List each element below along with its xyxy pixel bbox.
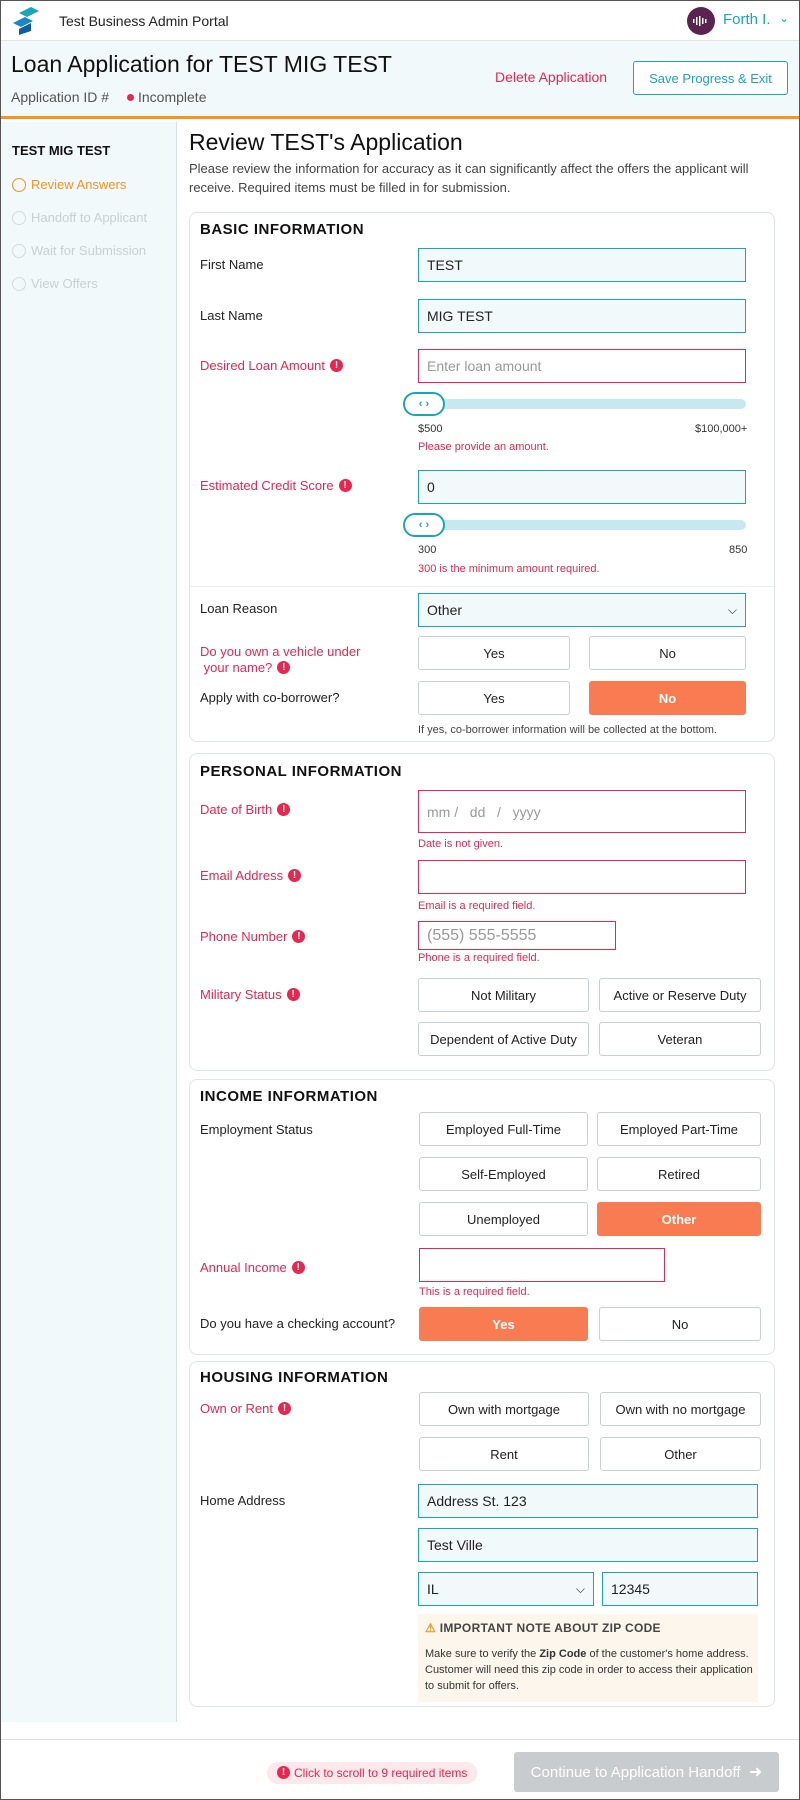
error-icon: !: [339, 479, 352, 492]
application-header: [1, 41, 800, 119]
label-text: Annual Income: [200, 1260, 287, 1275]
dob-input[interactable]: mm / dd / yyyy: [418, 790, 746, 833]
note-text-end: of the customer's home address. Customer will need this zip code in order to access their application to submit for offers.: [425, 1648, 753, 1692]
soundwave-icon: [693, 16, 709, 26]
phone-error: Phone is a required field.: [418, 952, 540, 964]
step-label: Handoff to Applicant: [31, 210, 148, 225]
loan-reason-select[interactable]: [418, 593, 746, 627]
credit-score-slider-track[interactable]: [418, 520, 746, 530]
note-text: Make sure to verify the: [425, 1648, 540, 1660]
coborrower-hint: If yes, co-borrower information will be collected at the bottom.: [418, 724, 717, 736]
employment-self-employed-button[interactable]: Self-Employed: [419, 1157, 588, 1191]
last-name-label: Last Name: [200, 308, 263, 323]
email-input[interactable]: [418, 860, 746, 894]
error-icon: !: [292, 930, 305, 943]
error-icon: !: [277, 1766, 290, 1779]
coborrower-label: Apply with co-borrower?: [200, 690, 340, 705]
review-title: Review TEST's Application: [189, 129, 463, 155]
credit-score-input[interactable]: 0: [418, 470, 746, 504]
chevron-down-icon[interactable]: ⌄: [779, 11, 790, 25]
credit-score-label: [200, 478, 352, 493]
continue-handoff-button[interactable]: [514, 1752, 779, 1792]
personal-information-section: [189, 753, 775, 1071]
dob-month: mm: [427, 803, 451, 820]
section-title: PERSONAL INFORMATION: [200, 763, 402, 780]
user-avatar[interactable]: [687, 7, 715, 35]
phone-input[interactable]: (555) 555-5555: [418, 921, 616, 950]
label-text: Military Status: [200, 987, 282, 1002]
email-label: [200, 868, 301, 883]
dob-year: yyyy: [512, 803, 541, 820]
step-circle-icon: [12, 244, 26, 258]
checking-account-label: Do you have a checking account?: [200, 1316, 396, 1331]
portal-title: Test Business Admin Portal: [59, 13, 229, 29]
step-label: Wait for Submission: [31, 243, 147, 258]
dob-day: dd: [469, 803, 486, 820]
checking-no-button[interactable]: No: [599, 1307, 761, 1341]
basic-information-section: [189, 212, 775, 742]
footer-bar: [1, 1739, 800, 1800]
loan-amount-label: [200, 358, 343, 373]
military-dependent-button[interactable]: Dependent of Active Duty: [418, 1022, 589, 1056]
note-body: [425, 1646, 753, 1694]
step-label: Review Answers: [31, 177, 127, 192]
step-wait-submission: [12, 243, 146, 258]
section-title: BASIC INFORMATION: [200, 221, 365, 238]
label-text-line2: your name?: [203, 660, 273, 675]
chevron-down-icon: ⌵: [575, 1581, 585, 1596]
loan-amount-error: Please provide an amount.: [418, 441, 549, 453]
label-text: Do you own a vehicle under: [200, 644, 361, 659]
warning-icon: ⚠: [425, 1621, 437, 1635]
home-address-label: Home Address: [200, 1493, 286, 1508]
coborrower-yes-button[interactable]: Yes: [418, 681, 570, 715]
chevron-down-icon: ⌵: [727, 602, 737, 617]
annual-income-label: [200, 1260, 305, 1275]
step-label: View Offers: [31, 276, 98, 291]
slider-handle-icon[interactable]: ‹ ›: [403, 513, 445, 537]
brand-logo-icon: [11, 7, 41, 35]
military-veteran-button[interactable]: Veteran: [599, 1022, 761, 1056]
label-text: Email Address: [200, 868, 284, 883]
annual-income-input[interactable]: [419, 1248, 665, 1282]
error-icon: !: [277, 803, 290, 816]
city-input[interactable]: Test Ville: [418, 1528, 758, 1562]
top-nav: [1, 1, 800, 41]
phone-label: [200, 929, 305, 944]
status-badge: [127, 89, 206, 105]
continue-label: Continue to Application Handoff: [530, 1763, 741, 1781]
military-active-reserve-button[interactable]: Active or Reserve Duty: [599, 978, 761, 1012]
checking-yes-button[interactable]: Yes: [419, 1307, 588, 1341]
email-error: Email is a required field.: [418, 900, 536, 912]
employment-retired-button[interactable]: Retired: [597, 1157, 761, 1191]
first-name-label: First Name: [200, 257, 264, 272]
employment-other-button[interactable]: Other: [597, 1202, 761, 1236]
label-text: Date of Birth: [200, 802, 273, 817]
loan-min-label: $500: [418, 423, 443, 435]
employment-part-time-button[interactable]: Employed Part-Time: [597, 1112, 761, 1146]
housing-information-section: [189, 1361, 775, 1707]
zip-code-note: [418, 1614, 758, 1702]
page-title: Loan Application for TEST MIG TEST: [11, 51, 392, 77]
zip-input[interactable]: 12345: [602, 1572, 758, 1606]
section-title: INCOME INFORMATION: [200, 1088, 378, 1105]
dob-label: [200, 802, 290, 817]
label-text: Own or Rent: [200, 1401, 273, 1416]
credit-score-error: 300 is the minimum amount required.: [418, 563, 600, 575]
state-value: IL: [427, 1581, 439, 1597]
address-line-input[interactable]: Address St. 123: [418, 1484, 758, 1518]
dob-error: Date is not given.: [418, 838, 503, 850]
step-circle-icon: [12, 178, 26, 192]
error-icon: !: [292, 1261, 305, 1274]
review-description: Please review the information for accuracy as it can significantly affect the offers the applicant will receive. Required items must be filled in for submission.: [189, 161, 749, 195]
note-title-row: [425, 1621, 661, 1635]
loan-reason-value: Other: [427, 602, 463, 618]
military-label: [200, 987, 300, 1002]
credit-max-label: 850: [729, 544, 748, 556]
status-dot-icon: [127, 94, 134, 101]
last-name-input[interactable]: MIG TEST: [418, 299, 746, 333]
label-text: Estimated Credit Score: [200, 478, 334, 493]
step-handoff: [12, 210, 147, 225]
delete-application-link[interactable]: Delete Application: [495, 69, 608, 85]
step-circle-icon: [12, 211, 26, 225]
vehicle-label: [200, 644, 360, 676]
user-menu-name[interactable]: Forth I.: [723, 11, 771, 28]
own-no-mortgage-button[interactable]: Own with no mortgage: [600, 1392, 761, 1426]
status-text: Incomplete: [138, 89, 207, 105]
vehicle-no-button[interactable]: No: [589, 636, 746, 670]
employment-status-label: Employment Status: [200, 1122, 313, 1137]
loan-amount-input[interactable]: Enter loan amount: [418, 349, 746, 383]
steps-sidebar: [1, 122, 177, 1722]
slider-handle-icon[interactable]: ‹ ›: [403, 392, 445, 416]
sidebar-applicant-name: TEST MIG TEST: [12, 143, 111, 158]
note-bold-text: Zip Code: [539, 1648, 587, 1660]
step-view-offers: [12, 276, 98, 291]
loan-max-label: $100,000+: [695, 423, 748, 435]
error-icon: !: [330, 359, 343, 372]
military-not-military-button[interactable]: Not Military: [418, 978, 589, 1012]
housing-other-button[interactable]: Other: [600, 1437, 761, 1471]
error-icon: !: [278, 1402, 291, 1415]
error-icon: !: [288, 869, 301, 882]
error-icon: !: [277, 661, 290, 674]
note-title: IMPORTANT NOTE ABOUT ZIP CODE: [439, 1621, 661, 1635]
income-information-section: [189, 1079, 775, 1355]
loan-amount-slider-track[interactable]: [418, 399, 746, 409]
arrow-right-icon: ➜: [748, 1764, 763, 1781]
step-circle-icon: [12, 277, 26, 291]
coborrower-no-button[interactable]: No: [589, 681, 746, 715]
label-text: Phone Number: [200, 929, 288, 944]
divider: [190, 586, 776, 587]
required-items-badge[interactable]: [267, 1762, 477, 1784]
first-name-input[interactable]: TEST: [418, 248, 746, 282]
badge-text: Click to scroll to 9 required items: [294, 1766, 468, 1780]
credit-min-label: 300: [418, 544, 437, 556]
step-review-answers[interactable]: [12, 177, 126, 192]
error-icon: !: [287, 988, 300, 1001]
rent-button[interactable]: Rent: [419, 1437, 589, 1471]
label-text: Desired Loan Amount: [200, 358, 326, 373]
section-title: HOUSING INFORMATION: [200, 1369, 389, 1386]
loan-reason-label: Loan Reason: [200, 601, 278, 616]
save-progress-button[interactable]: Save Progress & Exit: [633, 61, 788, 95]
annual-income-error: This is a required field.: [419, 1286, 530, 1298]
employment-unemployed-button[interactable]: Unemployed: [419, 1202, 588, 1236]
vehicle-yes-button[interactable]: Yes: [418, 636, 570, 670]
state-select[interactable]: [418, 1572, 594, 1606]
application-id-label: Application ID #: [11, 89, 110, 105]
own-with-mortgage-button[interactable]: Own with mortgage: [419, 1392, 589, 1426]
own-rent-label: [200, 1401, 291, 1416]
employment-full-time-button[interactable]: Employed Full-Time: [419, 1112, 588, 1146]
